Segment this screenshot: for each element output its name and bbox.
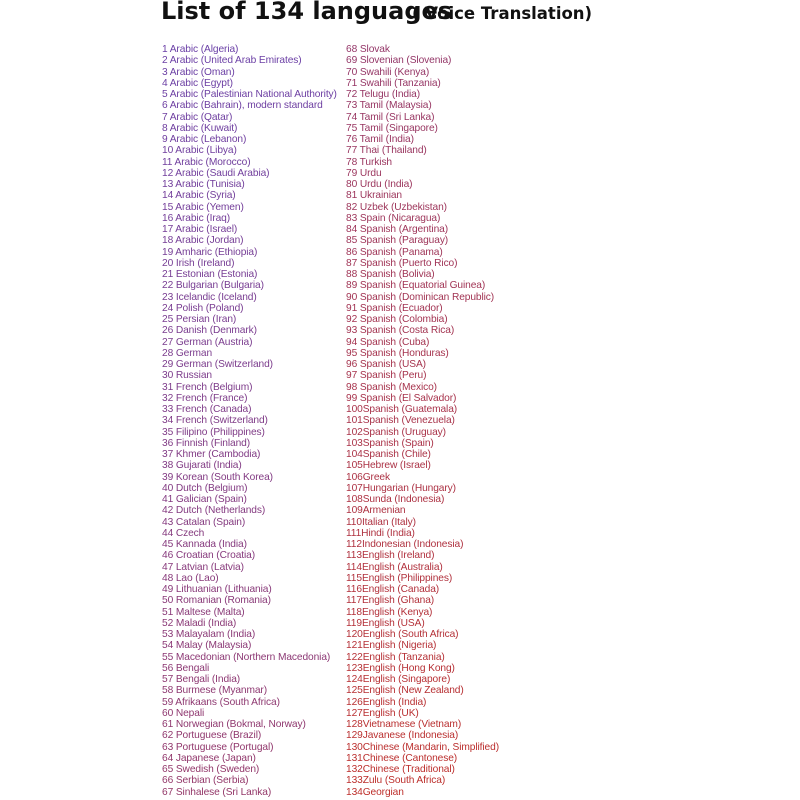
- language-item: 28 German: [162, 347, 213, 359]
- language-item: 116English (Canada): [346, 584, 440, 595]
- language-item: 52 Maladi (India): [162, 617, 237, 629]
- language-item: 9 Arabic (Lebanon): [162, 134, 247, 145]
- language-item: 26 Danish (Denmark): [162, 325, 257, 337]
- language-item: 4 Arabic (Egypt): [162, 77, 233, 89]
- language-item: 11 Arabic (Morocco): [162, 156, 251, 168]
- language-item: 133Zulu (South Africa): [346, 775, 446, 787]
- language-item: 30 Russian: [162, 370, 212, 382]
- language-item: 90 Spanish (Dominican Republic): [346, 291, 495, 303]
- language-item: 37 Khmer (Cambodia): [162, 449, 261, 460]
- language-item: 2 Arabic (United Arab Emirates): [162, 55, 302, 67]
- language-item: 48 Lao (Lao): [162, 572, 219, 584]
- language-item: 8 Arabic (Kuwait): [162, 122, 238, 134]
- language-item: 27 German (Austria): [162, 336, 253, 348]
- language-item: 35 Filipino (Philippines): [162, 426, 265, 438]
- language-item: 106Greek: [346, 471, 390, 483]
- language-item: 111Hindi (India): [346, 527, 415, 539]
- language-item: 122English (Tanzania): [346, 651, 445, 663]
- language-item: 70 Swahili (Kenya): [346, 66, 430, 78]
- language-item: 107Hungarian (Hungary): [346, 482, 456, 494]
- language-item: 114English (Australia): [346, 561, 443, 573]
- language-item: 79 Urdu: [346, 167, 382, 179]
- language-item: 88 Spanish (Bolivia): [346, 269, 435, 280]
- language-item: 16 Arabic (Iraq): [162, 212, 231, 224]
- language-item: 12 Arabic (Saudi Arabia): [162, 167, 270, 179]
- language-item: 123English (Hong Kong): [346, 662, 455, 674]
- language-item: 99 Spanish (El Salvador): [346, 392, 457, 404]
- language-item: 75 Tamil (Singapore): [346, 122, 438, 134]
- language-item: 40 Dutch (Belgium): [162, 482, 248, 494]
- language-item: 20 Irish (Ireland): [162, 257, 235, 269]
- language-item: 91 Spanish (Ecuador): [346, 302, 443, 314]
- language-item: 128Vietnamese (Vietnam): [346, 719, 462, 730]
- language-item: 7 Arabic (Qatar): [162, 111, 233, 123]
- language-item: 81 Ukrainian: [346, 190, 402, 202]
- language-item: 129Javanese (Indonesia): [346, 730, 459, 742]
- language-item: 6 Arabic (Bahrain), modern standard: [162, 100, 323, 112]
- language-item: 103Spanish (Spain): [346, 437, 434, 449]
- language-item: 97 Spanish (Peru): [346, 370, 427, 382]
- language-item: 121English (Nigeria): [346, 640, 437, 652]
- language-item: 72 Telugu (India): [346, 89, 421, 100]
- page-subtitle: ( Voice Translation): [412, 4, 593, 23]
- language-item: 84 Spanish (Argentina): [346, 224, 449, 235]
- language-item: 76 Tamil (India): [346, 134, 414, 145]
- language-item: 115English (Philippines): [346, 572, 453, 584]
- language-item: 119English (USA): [346, 617, 425, 629]
- language-item: 31 French (Belgium): [162, 381, 253, 393]
- language-item: 55 Macedonian (Northern Macedonia): [162, 651, 331, 663]
- language-item: 58 Burmese (Myanmar): [162, 685, 267, 697]
- language-item: 13 Arabic (Tunisia): [162, 179, 245, 190]
- language-item: 25 Persian (Iran): [162, 314, 237, 325]
- language-item: 60 Nepali: [162, 707, 205, 719]
- page-header: [0, 0, 800, 36]
- language-item: 50 Romanian (Romania): [162, 595, 271, 607]
- language-item: 51 Maltese (Malta): [162, 606, 245, 618]
- language-item: 92 Spanish (Colombia): [346, 314, 448, 325]
- language-item: 130Chinese (Mandarin, Simplified): [346, 741, 499, 753]
- language-item: 29 German (Switzerland): [162, 359, 273, 370]
- language-item: 53 Malayalam (India): [162, 629, 256, 640]
- language-item: 33 French (Canada): [162, 404, 252, 415]
- language-item: 15 Arabic (Yemen): [162, 201, 244, 213]
- language-item: 36 Finnish (Finland): [162, 437, 251, 449]
- language-item: 69 Slovenian (Slovenia): [346, 55, 452, 67]
- language-item: 46 Croatian (Croatia): [162, 550, 256, 562]
- language-item: 57 Bengali (India): [162, 674, 241, 685]
- language-item: 98 Spanish (Mexico): [346, 381, 437, 393]
- language-item: 54 Malay (Malaysia): [162, 640, 252, 652]
- language-item: 44 Czech: [162, 527, 205, 539]
- language-item: 131Chinese (Cantonese): [346, 752, 458, 764]
- language-item: 132Chinese (Traditional): [346, 764, 455, 775]
- language-item: 94 Spanish (Cuba): [346, 336, 430, 348]
- language-item: 1 Arabic (Algeria): [162, 44, 239, 55]
- language-item: 113English (Ireland): [346, 550, 435, 562]
- language-item: 34 French (Switzerland): [162, 415, 268, 427]
- language-item: 120English (South Africa): [346, 629, 459, 640]
- language-item: 39 Korean (South Korea): [162, 471, 273, 483]
- language-item: 74 Tamil (Sri Lanka): [346, 111, 435, 123]
- language-item: 18 Arabic (Jordan): [162, 235, 244, 247]
- language-item: 83 Spain (Nicaragua): [346, 212, 441, 224]
- language-item: 17 Arabic (Israel): [162, 224, 238, 235]
- language-item: 45 Kannada (India): [162, 539, 247, 550]
- language-item: 93 Spanish (Costa Rica): [346, 325, 455, 337]
- language-item: 89 Spanish (Equatorial Guinea): [346, 280, 486, 292]
- language-item: 96 Spanish (USA): [346, 359, 426, 370]
- language-item: 110Italian (Italy): [346, 516, 416, 528]
- language-item: 64 Japanese (Japan): [162, 752, 256, 764]
- language-item: 66 Serbian (Serbia): [162, 775, 249, 787]
- language-item: 59 Afrikaans (South Africa): [162, 696, 280, 708]
- language-list-right-column: [346, 44, 676, 798]
- language-item: 19 Amharic (Ethiopia): [162, 246, 258, 258]
- language-item: 124English (Singapore): [346, 674, 451, 685]
- language-item: 67 Sinhalese (Sri Lanka): [162, 786, 272, 798]
- language-item: 73 Tamil (Malaysia): [346, 100, 432, 112]
- language-item: 68 Slovak: [346, 44, 390, 55]
- language-item: 38 Gujarati (India): [162, 460, 242, 472]
- language-item: 134Georgian: [346, 786, 404, 798]
- language-item: 5 Arabic (Palestinian National Authority): [162, 89, 337, 100]
- language-item: 87 Spanish (Puerto Rico): [346, 257, 458, 269]
- language-item: 108Sunda (Indonesia): [346, 494, 445, 505]
- language-item: 14 Arabic (Syria): [162, 190, 236, 202]
- language-item: 102Spanish (Uruguay): [346, 426, 446, 438]
- language-item: 78 Turkish: [346, 156, 392, 168]
- language-item: 71 Swahili (Tanzania): [346, 77, 441, 89]
- language-item: 104Spanish (Chile): [346, 449, 431, 460]
- language-item: 126English (India): [346, 696, 427, 708]
- language-item: 125English (New Zealand): [346, 685, 464, 697]
- language-item: 65 Swedish (Sweden): [162, 764, 260, 775]
- language-item: 127English (UK): [346, 707, 419, 719]
- language-item: 49 Lithuanian (Lithuania): [162, 584, 272, 595]
- language-item: 100Spanish (Guatemala): [346, 404, 458, 415]
- language-item: 112Indonesian (Indonesia): [346, 539, 464, 550]
- language-item: 95 Spanish (Honduras): [346, 347, 449, 359]
- language-item: 23 Icelandic (Iceland): [162, 291, 257, 303]
- language-item: 21 Estonian (Estonia): [162, 269, 258, 280]
- language-item: 22 Bulgarian (Bulgaria): [162, 280, 264, 292]
- language-item: 24 Polish (Poland): [162, 302, 244, 314]
- language-item: 85 Spanish (Paraguay): [346, 235, 449, 247]
- language-item: 118English (Kenya): [346, 606, 433, 618]
- language-item: 41 Galician (Spain): [162, 494, 247, 505]
- language-item: 105Hebrew (Israel): [346, 460, 431, 472]
- page-title: List of 134 languages: [161, 0, 453, 25]
- language-item: 42 Dutch (Netherlands): [162, 505, 266, 517]
- language-item: 56 Bengali: [162, 662, 210, 674]
- language-item: 47 Latvian (Latvia): [162, 561, 244, 573]
- language-item: 101Spanish (Venezuela): [346, 415, 455, 427]
- language-item: 80 Urdu (India): [346, 179, 413, 190]
- language-item: 61 Norwegian (Bokmal, Norway): [162, 719, 306, 730]
- language-item: 77 Thai (Thailand): [346, 145, 427, 157]
- language-item: 43 Catalan (Spain): [162, 516, 246, 528]
- language-item: 62 Portuguese (Brazil): [162, 730, 262, 742]
- language-item: 3 Arabic (Oman): [162, 66, 235, 78]
- language-item: 10 Arabic (Libya): [162, 145, 237, 157]
- language-item: 109Armenian: [346, 505, 406, 517]
- language-item: 32 French (France): [162, 392, 248, 404]
- language-item: 86 Spanish (Panama): [346, 246, 443, 258]
- language-item: 82 Uzbek (Uzbekistan): [346, 201, 447, 213]
- language-item: 117English (Ghana): [346, 595, 435, 607]
- language-item: 63 Portuguese (Portugal): [162, 741, 274, 753]
